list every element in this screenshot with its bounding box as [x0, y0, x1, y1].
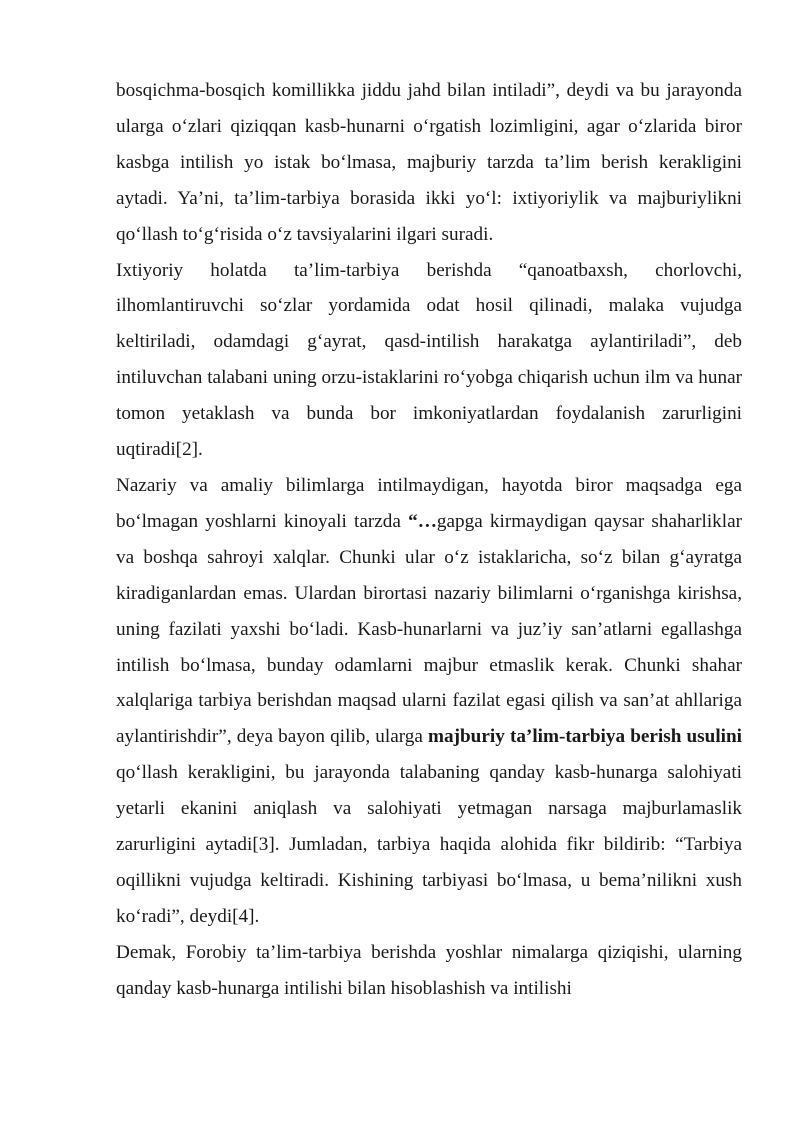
paragraph-text: Nazariy va amaliy bilimlarga intilmaydigan, hayotda biror maqsadga ega bo‘lmagan yoshlarni kinoyali tarzda — [116, 474, 742, 532]
paragraph-text: qo‘llash kerakligini, bu jarayonda talabaning qanday kasb-hunarga salohiyati yetarli ekanini aniqlash va salohiyati yetmagan narsaga majburlamaslik zarurligini aytadi[3]. Jumladan, tarbiya haqida alohida fikr bildirib: “Tarbiya oqillikni vujudga keltiradi. Kishining tarbiyasi bo‘lmasa, u bema’nilikni xush ko‘radi”, deydi[4]. — [116, 762, 742, 927]
paragraph-4 — [116, 935, 742, 1007]
paragraph-2 — [116, 253, 742, 468]
paragraph-text: Demak, Forobiy ta’lim-tarbiya berishda yoshlar nimalarga qiziqishi, ularning qanday kasb-hunarga intilishi bilan hisoblashish va intilishi — [116, 941, 742, 999]
document-body — [116, 73, 742, 1007]
paragraph-1 — [116, 73, 742, 253]
paragraph-text: gapga kirmaydigan qaysar shaharliklar va boshqa sahroyi xalqlar. Chunki ular o‘z istaklaricha, so‘z bilan g‘ayratga kiradiganlardan emas. Ulardan birortasi nazariy bilimlarni o‘rganishga kirishsa, uning fazilati yaxshi bo‘ladi. Kasb-hunarlarni va juz’iy san’atlarni egallashga intilish bo‘lmasa, bunday odamlarni majbur etmaslik kerak. Chunki shahar xalqlariga tarbiya berishdan maqsad ularni fazilat egasi qilish va san’at ahllariga aylantirishdir”, deya bayon qilib, ularga — [116, 510, 742, 748]
paragraph-text: Ixtiyoriy holatda ta’lim-tarbiya berishda “qanoatbaxsh, chorlovchi, ilhomlantiruvchi so‘zlar yordamida odat hosil qilinadi, malaka vujudga keltiriladi, odamdagi g‘ayrat, qasd-intilish harakatga aylantiriladi”, deb intiluvchan talabani uning orzu-istaklarini ro‘yobga chiqarish uchun ilm va hunar tomon yetaklash va bunda bor imkoniyatlardan foydalanish zarurligini uqtiradi[2]. — [116, 259, 742, 461]
bold-quote-mark: “… — [408, 510, 437, 532]
paragraph-text: bosqichma-bosqich komillikka jiddu jahd bilan intiladi”, deydi va bu jarayonda ularga o‘zlari qiziqqan kasb-hunarni o‘rgatish lozimligini, agar o‘zlarida biror kasbga intilish yo istak bo‘lmasa, majburiy tarzda ta’lim berish kerakligini aytadi. Ya’ni, ta’lim-tarbiya borasida ikki yo‘l: ixtiyoriylik va majburiylikni qo‘llash to‘g‘risida o‘z tavsiyalarini ilgari suradi. — [116, 80, 742, 245]
bold-emphasis: majburiy ta’lim-tarbiya berish usulini — [428, 726, 742, 748]
paragraph-3 — [116, 468, 742, 935]
